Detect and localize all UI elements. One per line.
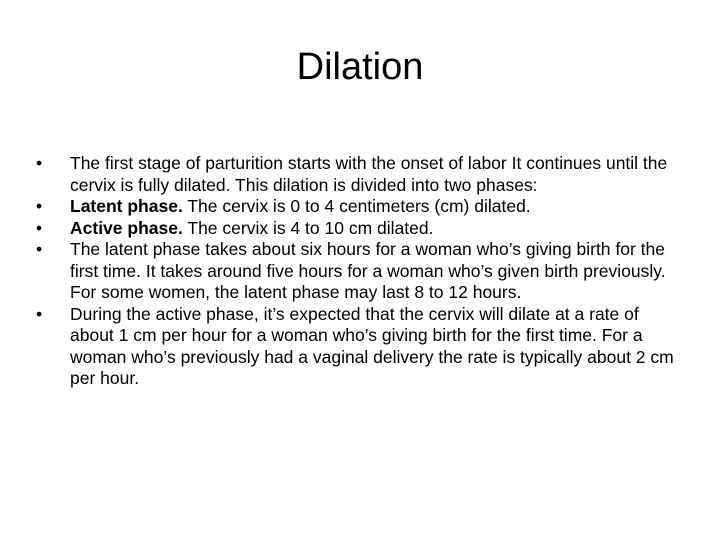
bullet-icon: • [36, 217, 43, 238]
bullet-icon: • [36, 303, 43, 324]
list-item [36, 218, 678, 240]
bullet-text: The cervix is 4 to 10 cm dilated. [182, 217, 434, 238]
bullet-icon: • [36, 153, 43, 173]
bullet-text: The latent phase takes about six hours for a woman who’s giving birth for the first time. It takes around five hours for a woman who’s given birth previously. For some women, the latent phase may last 8 to 12 hours. [70, 239, 666, 302]
bullet-list [36, 153, 678, 390]
list-item [36, 239, 678, 304]
bullet-icon: • [36, 196, 43, 216]
list-item [36, 153, 678, 196]
bullet-text: The first stage of parturition starts with the onset of labor It continues until the cervix is fully dilated. This dilation is divided into two phases: [70, 153, 668, 195]
list-item [36, 196, 678, 218]
bullet-icon: • [36, 239, 43, 259]
bullet-text: During the active phase, it’s expected that the cervix will dilate at a rate of about 1 cm per hour for a woman who’s giving birth for the first time. For a woman who’s previously had a vaginal delivery the rate is typically about 2 cm per hour. [70, 303, 674, 388]
bullet-lead: Latent phase. [70, 196, 183, 216]
list-item [36, 304, 678, 390]
slide-title: Dilation [296, 46, 424, 88]
bullet-lead: Active phase. [70, 217, 183, 238]
bullet-text: The cervix is 0 to 4 centimeters (cm) dilated. [182, 196, 531, 216]
